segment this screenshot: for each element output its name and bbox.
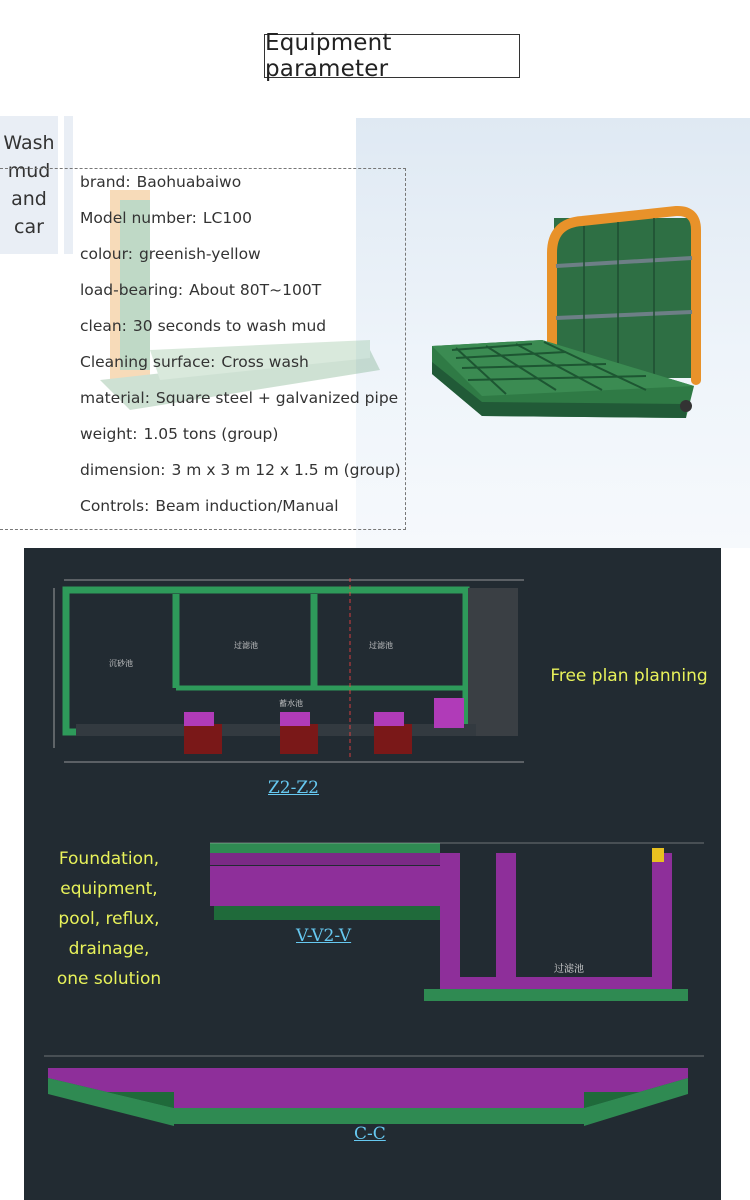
room-label: 过滤池 [234, 641, 258, 650]
param-row: dimension: 3 m x 3 m 12 x 1.5 m (group) [80, 461, 401, 479]
section-v [210, 843, 704, 1001]
side-label-line: car [14, 216, 44, 238]
section-c [44, 1056, 704, 1126]
room-label: 过滤池 [554, 964, 584, 975]
cad-drawing-panel [24, 548, 721, 1200]
param-row: weight: 1.05 tons (group) [80, 425, 279, 443]
car-wash-platform-image [356, 118, 750, 548]
free-plan-text: Free plan planning [550, 666, 708, 686]
section-title-v: V-V2-V [296, 926, 352, 946]
params-list [80, 172, 401, 532]
side-label-line: and [11, 188, 47, 210]
plan-view [54, 578, 524, 762]
param-row: Cleaning surface: Cross wash [80, 353, 309, 371]
room-label: 沉砂池 [109, 659, 133, 668]
product-photo-panel [356, 118, 750, 548]
param-row: load-bearing: About 80T~100T [80, 281, 322, 299]
room-label: 蓄水池 [279, 699, 303, 708]
page-title: Equipment parameter [264, 34, 520, 78]
side-label-line: mud [7, 160, 51, 182]
param-row: material: Square steel + galvanized pipe [80, 389, 399, 407]
section-title-c: C-C [354, 1124, 386, 1144]
wheel [680, 400, 692, 412]
solution-text: Foundation, equipment, pool, reflux, drainage, one solution [56, 849, 162, 989]
param-row: brand: Baohuabaiwo [80, 173, 242, 191]
section-title-z2: Z2-Z2 [268, 778, 319, 798]
param-row: colour: greenish-yellow [80, 245, 261, 263]
param-row: Controls: Beam induction/Manual [80, 497, 339, 515]
param-row: Model number: LC100 [80, 209, 252, 227]
side-label-line: Wash [3, 132, 55, 154]
room-label: 过滤池 [369, 641, 393, 650]
param-row: clean: 30 seconds to wash mud [80, 317, 327, 335]
